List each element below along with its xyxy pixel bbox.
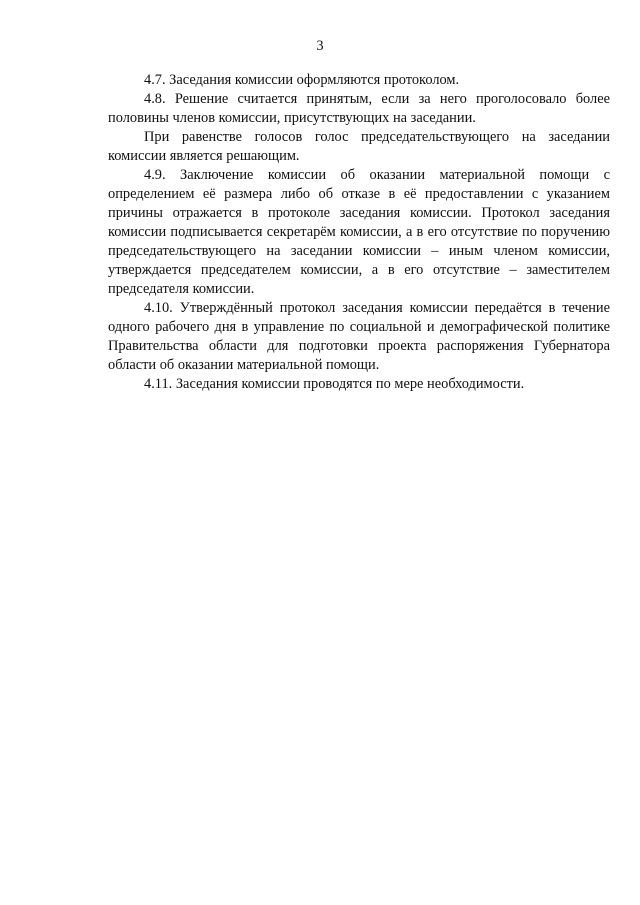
paragraph-4-7: 4.7. Заседания комиссии оформляются протоколом.	[144, 72, 460, 88]
document-body	[108, 71, 610, 394]
paragraph-4-10: 4.10. Утверждённый протокол заседания комиссии передаётся в течение одного рабочего дня в управление по социальной и демографической политике Правительства области для подготовки проекта распоряжения Губернатора области об оказании материальной помощи.	[108, 300, 610, 373]
paragraph-4-9: 4.9. Заключение комиссии об оказании материальной помощи с определением её размера либо об отказе в её предоставлении с указанием причины отражается в протоколе заседания комиссии. Протокол заседания комиссии подписывается секретарём комиссии, а в его отсутствие по поручению председательствующего на заседании комиссии – иным членом комиссии, утверждается председателем комиссии, а в его отсутствие – заместителем председателя комиссии.	[108, 167, 610, 297]
page-number: 3	[316, 38, 324, 54]
paragraph-4-11: 4.11. Заседания комиссии проводятся по мере необходимости.	[144, 376, 525, 392]
paragraph-tie-vote: При равенстве голосов голос председательствующего на заседании комиссии является решающим.	[108, 129, 610, 164]
paragraph-4-8: 4.8. Решение считается принятым, если за него проголосовало более половины членов комиссии, присутствующих на заседании.	[108, 91, 610, 126]
